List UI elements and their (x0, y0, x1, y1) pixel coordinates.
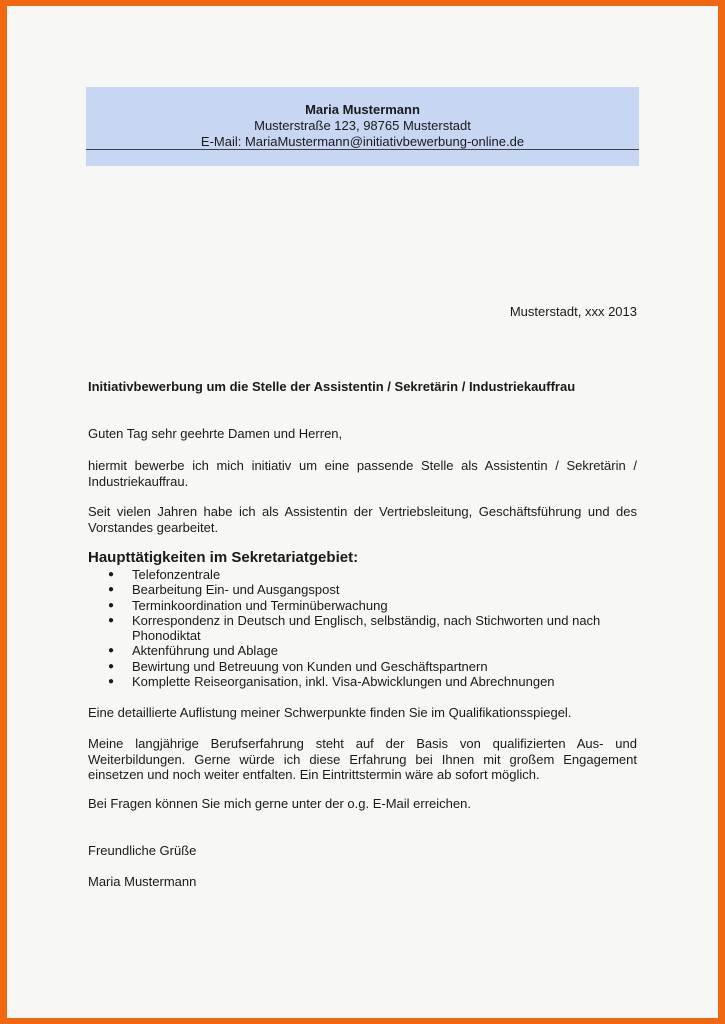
sender-address: Musterstraße 123, 98765 Musterstadt (254, 118, 471, 133)
closing-greeting: Freundliche Grüße (88, 843, 197, 858)
paragraph-qualifications: Eine detaillierte Auflistung meiner Schwerpunkte finden Sie im Qualifikationsspiegel. (88, 705, 572, 720)
signature-name: Maria Mustermann (88, 874, 197, 889)
duty-item: ● Bewirtung und Betreuung von Kunden und Geschäftspartnern (88, 659, 637, 674)
paragraph-engagement: Meine langjährige Berufserfahrung steht auf der Basis von qualifizierten Aus- und Weiterbildungen. Gerne würde ich diese Erfahrung bei Ihnen mit großem Engagement einsetzen und noch weiter entfalten. Ein Eintrittstermin wäre ab sofort möglich. (88, 736, 637, 782)
sender-email: E-Mail: MariaMustermann@initiativbewerbung-online.de (200, 134, 525, 149)
duties-heading: Haupttätigkeiten im Sekretariatgebiet: (88, 549, 359, 566)
sender-name: Maria Mustermann (305, 102, 420, 117)
paragraph-intro: hiermit bewerbe ich mich initiativ um eine passende Stelle als Assistentin / Sekretärin / Industriekauffrau. (88, 458, 637, 489)
duties-list (88, 567, 637, 689)
paragraph-experience: Seit vielen Jahren habe ich als Assistentin der Vertriebsleitung, Geschäftsführung und des Vorstandes gearbeitet. (88, 504, 637, 535)
duty-item: ● Telefonzentrale (88, 567, 637, 582)
duty-item: ● Korrespondenz in Deutsch und Englisch, selbständig, nach Stichworten und nach Phonodiktat (88, 613, 637, 644)
duty-item: ● Terminkoordination und Terminüberwachung (88, 598, 637, 613)
letter-page (7, 6, 718, 1018)
paragraph-contact: Bei Fragen können Sie mich gerne unter der o.g. E-Mail erreichen. (88, 796, 471, 811)
duty-item: ● Bearbeitung Ein- und Ausgangspost (88, 582, 637, 597)
duties-list-container (88, 567, 637, 689)
sender-header (86, 87, 639, 166)
letter-date: Musterstadt, xxx 2013 (509, 304, 637, 319)
letter-salutation: Guten Tag sehr geehrte Damen und Herren, (88, 426, 343, 441)
letter-subject: Initiativbewerbung um die Stelle der Assistentin / Sekretärin / Industriekauffrau (88, 379, 576, 394)
header-divider (86, 149, 639, 150)
duty-item: ● Aktenführung und Ablage (88, 643, 637, 658)
duty-item: ● Komplette Reiseorganisation, inkl. Visa-Abwicklungen und Abrechnungen (88, 674, 637, 689)
